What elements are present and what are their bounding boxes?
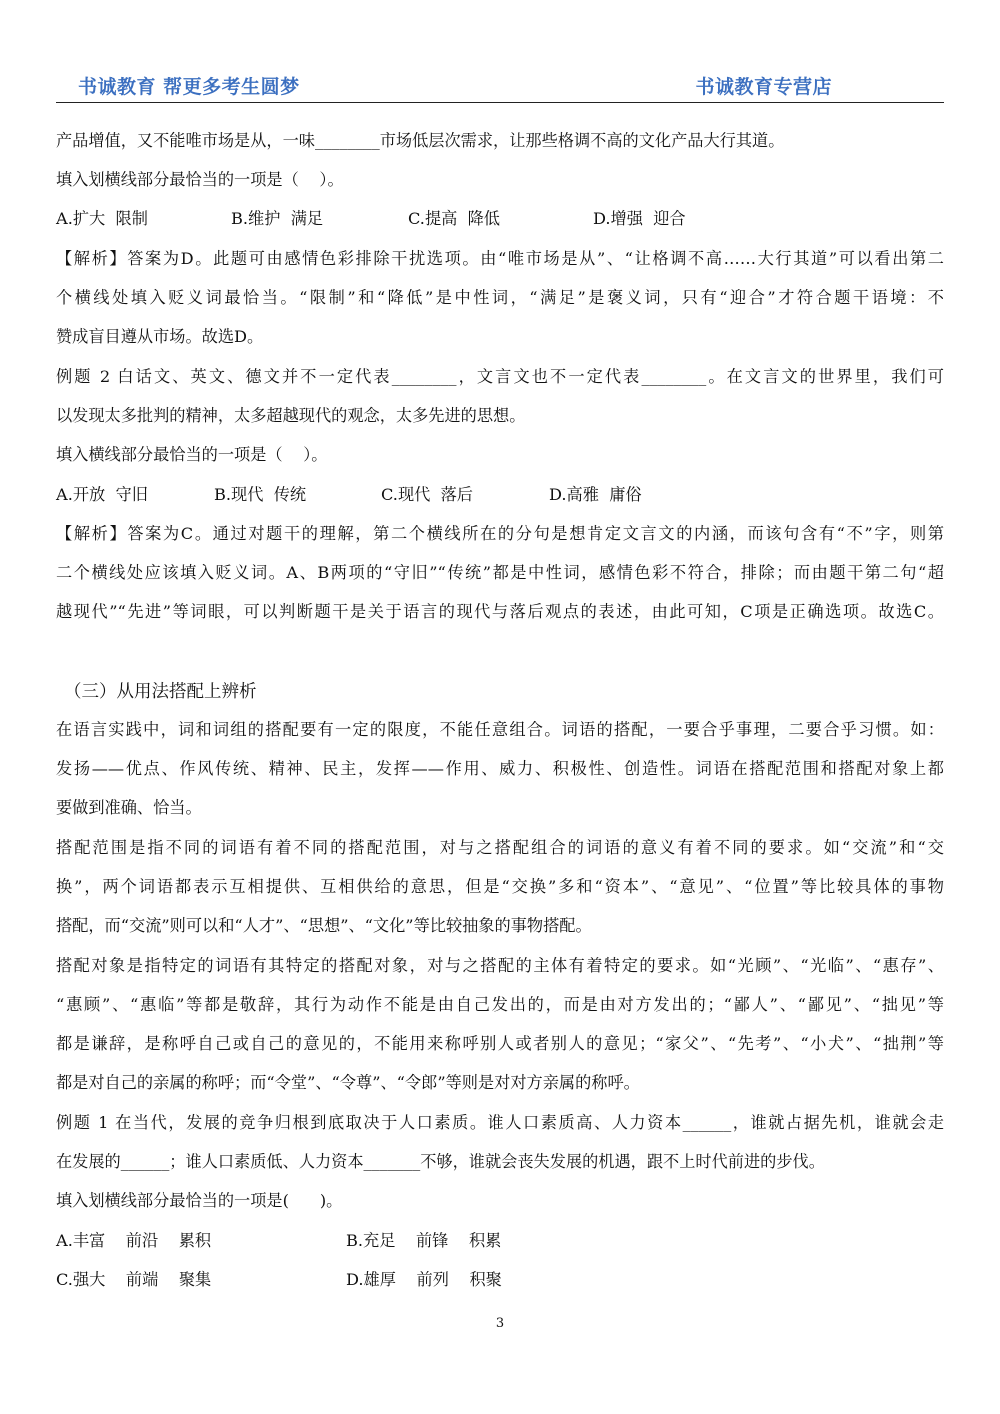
option-a: A.开放 守旧 [56,485,148,504]
paragraph-line: 搭配，而“交流”则可以和“人才”、“思想”、“文化”等比较抽象的事物搭配。 [56,916,592,935]
paragraph-line: 换”，两个词语都表示互相提供、互相供给的意思，但是“交换”多和“资本”、“意见”、“位置”等比较具体的事物 [56,877,944,896]
paragraph-line: 要做到准确、恰当。 [56,798,202,817]
question-text-line: 例题 2 白话文、英文、德文并不一定代表________，文言文也不一定代表________。在文言文的世界里，我们可 [56,367,944,386]
option-d: D.高雅 庸俗 [549,485,642,504]
section-title: （三）从用法搭配上辨析 [64,682,257,702]
option-d: D.雄厚 前列 积聚 [346,1270,502,1289]
question-text-line: 在发展的______；谁人口素质低、人力资本_______不够，谁就会丧失发展的机遇，跟不上时代前进的步伐。 [56,1152,825,1171]
analysis-line: 【解析】答案为C。通过对题干的理解，第二个横线所在的分句是想肯定文言文的内涵，而该句含有“不”字，则第 [56,524,944,543]
paragraph-line: 搭配范围是指不同的词语有着不同的搭配范围，对与之搭配组合的词语的意义有着不同的要求。如“交流”和“交 [56,838,944,857]
question-text-line: 以发现太多批判的精神，太多超越现代的观念，太多先进的思想。 [56,406,526,425]
header-store-name: 书诚教育专营店 [695,76,832,98]
paragraph-line: 都是谦辞，是称呼自己或自己的意见的，不能用来称呼别人或者别人的意见；“家父”、“先考”、“小犬”、“拙荆”等 [56,1034,944,1053]
option-a: A.扩大 限制 [56,209,148,228]
question-prompt: 填入横线部分最恰当的一项是（ ）。 [56,445,328,464]
page-header [56,72,944,103]
option-a: A.丰富 前沿 累积 [56,1231,212,1250]
option-c: C.现代 落后 [381,485,473,504]
option-b: B.现代 传统 [214,485,307,504]
question-text-line: 例题 1 在当代，发展的竞争归根到底取决于人口素质。谁人口素质高、人力资本______，谁就占据先机，谁就会走 [56,1113,944,1132]
paragraph-line: “惠顾”、“惠临”等都是敬辞，其行为动作不能是由自己发出的，而是由对方发出的；“鄙人”、“鄙见”、“拙见”等 [56,995,944,1014]
option-d: D.增强 迎合 [593,209,686,228]
option-c: C.提高 降低 [408,209,500,228]
analysis-line: 赞成盲目遵从市场。故选D。 [56,327,264,346]
question-text-line: 产品增值，又不能唯市场是从，一味________市场低层次需求，让那些格调不高的文化产品大行其道。 [56,131,785,150]
analysis-line: 【解析】答案为D。此题可由感情色彩排除干扰选项。由“唯市场是从”、“让格调不高……大行其道”可以看出第二 [56,249,944,268]
paragraph-line: 在语言实践中，词和词组的搭配要有一定的限度，不能任意组合。词语的搭配，一要合乎事理，二要合乎习惯。如： [56,720,944,739]
paragraph-line: 都是对自己的亲属的称呼；而“令堂”、“令尊”、“令郎”等则是对对方亲属的称呼。 [56,1073,640,1092]
paragraph-line: 发扬——优点、作风传统、精神、民主，发挥——作用、威力、积极性、创造性。词语在搭配范围和搭配对象上都 [56,759,944,778]
header-slogan: 书诚教育 帮更多考生圆梦 [78,76,300,98]
question-prompt: 填入划横线部分最恰当的一项是( )。 [56,1191,343,1210]
question-prompt: 填入划横线部分最恰当的一项是（ ）。 [56,170,344,189]
analysis-line: 二个横线处应该填入贬义词。A、B两项的“守旧”“传统”都是中性词，感情色彩不符合，排除；而由题干第二句“超 [56,563,944,582]
option-c: C.强大 前端 聚集 [56,1270,212,1289]
page-number: 3 [495,1316,505,1331]
analysis-line: 个横线处填入贬义词最恰当。“限制”和“降低”是中性词，“满足”是褒义词，只有“迎合”才符合题干语境：不 [56,288,944,307]
analysis-line: 越现代”“先进”等词眼，可以判断题干是关于语言的现代与落后观点的表述，由此可知，C项是正确选项。故选C。 [56,602,944,621]
option-b: B.维护 满足 [231,209,324,228]
option-b: B.充足 前锋 积累 [346,1231,502,1250]
paragraph-line: 搭配对象是指特定的词语有其特定的搭配对象，对与之搭配的主体有着特定的要求。如“光顾”、“光临”、“惠存”、 [56,956,944,975]
